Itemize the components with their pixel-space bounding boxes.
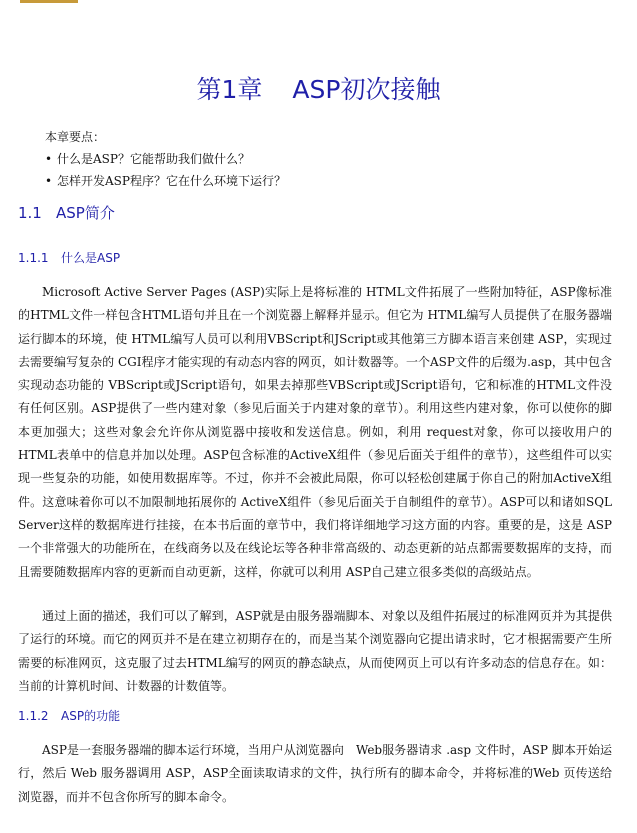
bullet-icon: • <box>45 174 53 188</box>
chapter-name: ASP初次接触 <box>292 75 441 104</box>
section-title: 什么是ASP <box>61 251 121 265</box>
body-paragraph: 通过上面的描述，我们可以了解到，ASP就是由服务器端脚本、对象以及组件拓展过的标准网页并为其提供了运行的环境。而它的网页并不是在建立初期存在的，而是当某个浏览器向它提出请求时，它才根据需要产生所需要的标准网页，这克服了过去HTML编写的网页的静态缺点，从而使网页上可以有许多动态的信息存在。如：当前的计算机时间、计数器的计数值等。 <box>18 609 612 693</box>
key-point-item <box>45 148 615 170</box>
header-rule <box>20 0 78 3</box>
body-paragraph: Microsoft Active Server Pages (ASP)实际上是将标准的 HTML文件拓展了一些附加特征，ASP像标准的HTML文件一样包含HTML语句并且在一个浏览器上解释并显示。但它为 HTML编写人员提供了在服务器端运行脚本的环境，使 HTML编写人员可以利用VBScript和JScript或其他第三方脚本语言来创建 ASP，实现过去需要编写复杂的 CGI程序才能实现的有动态内容的网页，如计数器等。一个ASP文件的后缀为.asp，其中包含实现动态功能的 VBScript或JScript语句，如果去掉那些VBScript或JScript语句，它和标准的HTML文件没有任何区别。ASP提供了一些内建对象（参见后面关于内建对象的章节）。利用这些内建对象，你可以使你的脚本更加强大；这些对象会允许你从浏览器中接收和发送信息。例如，利用 request对象，你可以接收用户的HTML表单中的信息并加以处理。ASP包含标准的ActiveX组件（参见后面关于组件的章节），这些组件可以实现一些复杂的功能，如使用数据库等。不过，你并不会被此局限，你可以轻松创建属于你自己的附加ActiveX组件。这意味着你可以不加限制地拓展你的 ActiveX组件（参见后面关于自制组件的章节）。ASP可以和诸如SQL Server这样的数据库进行挂接，在本书后面的章节中，我们将详细地学习这方面的内容。重要的是，这是 ASP一个非常强大的功能所在，在线商务以及在线论坛等各种非常高级的、动态更新的站点都需要数据库的支持，而且需要随数据库内容的更新而自动更新，这样，你就可以利用 ASP自己建立很多类似的高级站点。 <box>18 285 612 579</box>
section-number: 1.1.2 <box>18 709 49 723</box>
chapter-title <box>0 72 637 108</box>
section-title: ASP的功能 <box>61 709 121 723</box>
key-point-item <box>45 170 615 192</box>
key-point-text: 什么是ASP？它能帮助我们做什么？ <box>57 152 250 166</box>
section-heading-1-1 <box>18 202 115 224</box>
chapter-key-points <box>45 126 615 192</box>
key-point-text: 怎样开发ASP程序？它在什么环境下运行？ <box>57 174 286 188</box>
section-title: ASP简介 <box>56 204 115 222</box>
key-points-heading: 本章要点： <box>45 130 106 144</box>
chapter-number: 第1章 <box>196 75 263 104</box>
body-paragraph: ASP是一套服务器端的脚本运行环境，当用户从浏览器向 Web服务器请求 .asp 文件时，ASP 脚本开始运行，然后 Web 服务器调用 ASP，ASP全面读取请求的文件，执行所有的脚本命令，并将标准的Web 页传送给浏览器，而并不包含你所写的脚本命令。 <box>18 743 612 804</box>
bullet-icon: • <box>45 152 53 166</box>
key-points-list <box>45 148 615 192</box>
section-heading-1-1-1 <box>18 249 120 267</box>
section-number: 1.1.1 <box>18 251 49 265</box>
section-number: 1.1 <box>18 204 42 222</box>
section-heading-1-1-2 <box>18 707 120 725</box>
